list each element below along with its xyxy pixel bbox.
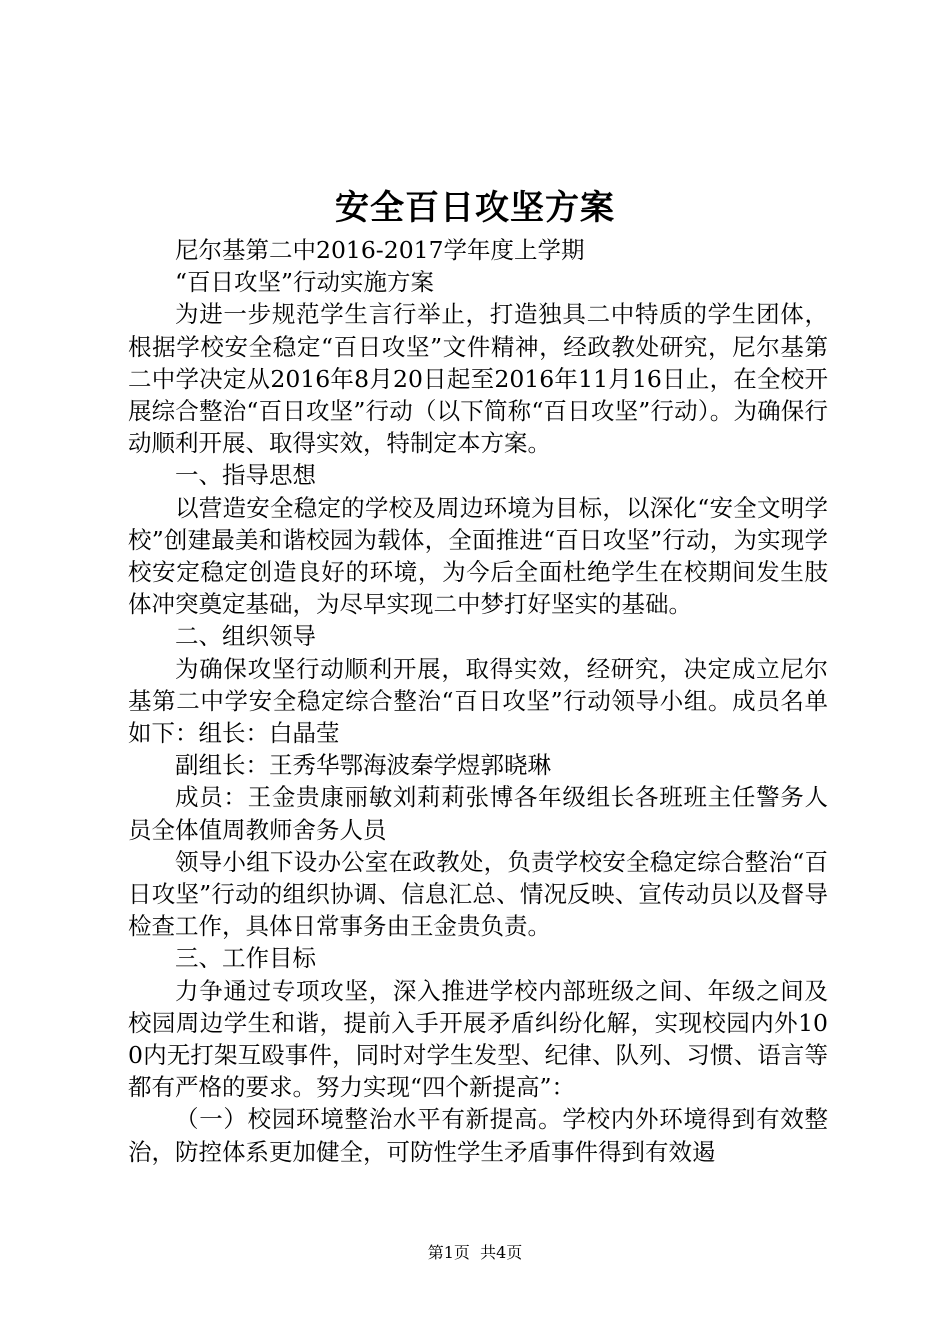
subtitle-line-1: 尼尔基第二中2016-2017学年度上学期 <box>175 236 585 264</box>
page-footer <box>0 1242 950 1264</box>
paragraph-organization: 为确保攻坚行动顺利开展，取得实效，经研究，决定成立尼尔基第二中学安全稳定综合整治“百日攻坚”行动领导小组。成员名单如下：组长：白晶莹 <box>128 654 828 748</box>
paragraph-office: 领导小组下设办公室在政教处，负责学校安全稳定综合整治“百日攻坚”行动的组织协调、信息汇总、情况反映、宣传动员以及督导检查工作，具体日常事务由王金贵负责。 <box>128 847 828 941</box>
paragraph-guiding-ideology: 以营造安全稳定的学校及周边环境为目标，以深化“安全文明学校”创建最美和谐校园为载体，全面推进“百日攻坚”行动，为实现学校安定稳定创造良好的环境，为今后全面杜绝学生在校期间发生肢体冲突奠定基础，为尽早实现二中梦打好坚实的基础。 <box>128 493 828 619</box>
document-body <box>128 234 828 1168</box>
paragraph-goals: 力争通过专项攻坚，深入推进学校内部班级之间、年级之间及校园周边学生和谐，提前入手开展矛盾纠纷化解，实现校园内外100内无打架互殴事件，同时对学生发型、纪律、队列、习惯、语言等都有严格的要求。努力实现“四个新提高”： <box>128 976 828 1102</box>
paragraph-deputy-leaders: 副组长：王秀华鄂海波秦学煜郭晓琳 <box>175 751 551 780</box>
page-number: 第1页 共4页 <box>427 1243 523 1262</box>
section-heading-goals: 三、工作目标 <box>175 944 316 973</box>
paragraph-intro: 为进一步规范学生言行举止，打造独具二中特质的学生团体，根据学校安全稳定“百日攻坚”文件精神，经政教处研究，尼尔基第二中学决定从2016年8月20日起至2016年11月16日止，在全校开展综合整治“百日攻坚”行动（以下简称“百日攻坚”行动）。为确保行动顺利开展、取得实效，特制定本方案。 <box>128 300 828 458</box>
section-heading-guiding-ideology: 一、指导思想 <box>175 461 316 490</box>
paragraph-goal-one: （一）校园环境整治水平有新提高。学校内外环境得到有效整治，防控体系更加健全，可防性学生矛盾事件得到有效遏 <box>128 1105 828 1166</box>
section-heading-organization: 二、组织领导 <box>175 622 316 651</box>
subtitle-line-2: “百日攻坚”行动实施方案 <box>175 268 435 297</box>
paragraph-members: 成员：王金贵康丽敏刘莉莉张博各年级组长各班班主任警务人员全体值周教师舍务人员 <box>128 783 828 844</box>
document-title: 安全百日攻坚方案 <box>335 188 615 228</box>
